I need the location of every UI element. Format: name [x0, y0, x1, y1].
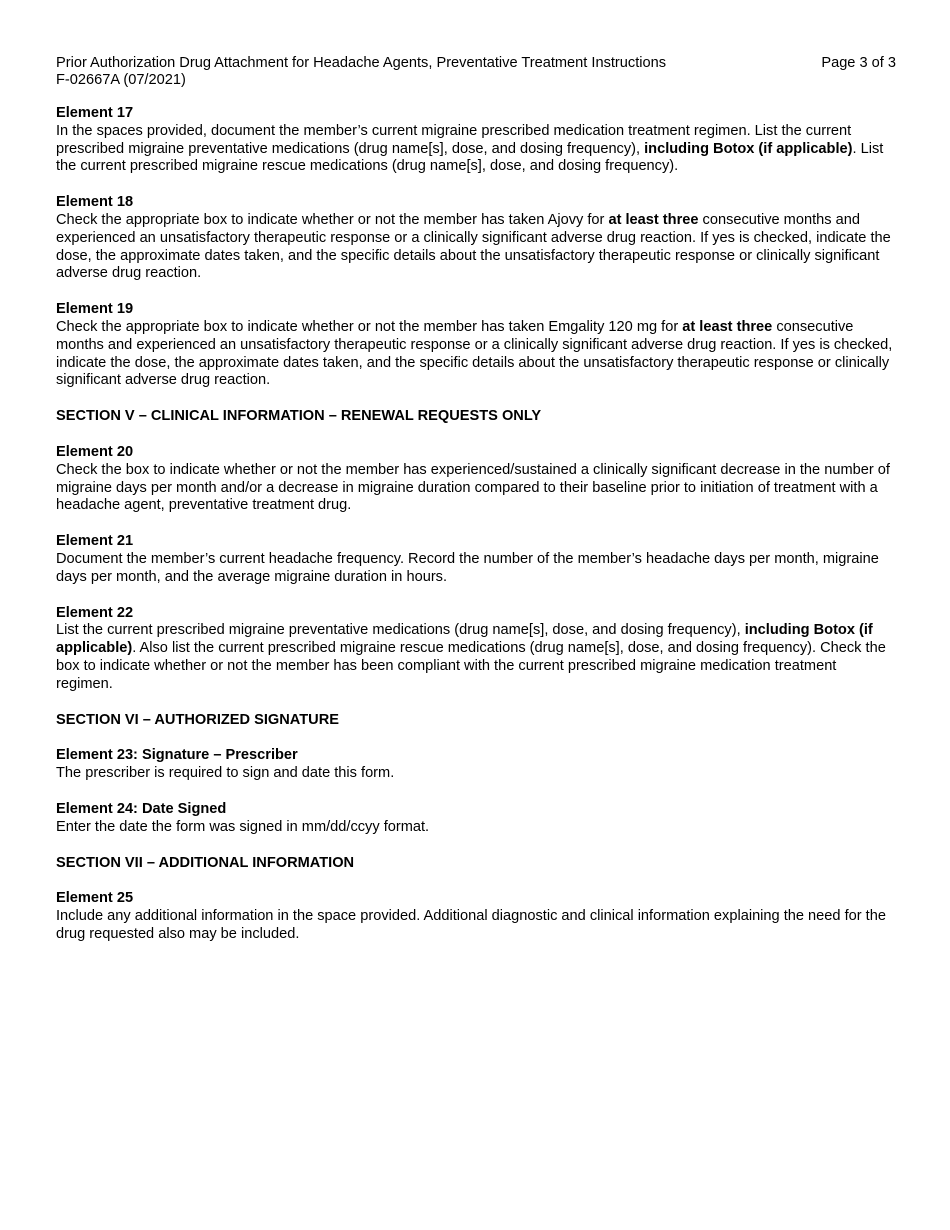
element-18-text — [56, 212, 896, 283]
page-indicator: Page 3 of 3 — [821, 55, 896, 71]
section-vii-title: SECTION VII – ADDITIONAL INFORMATION — [56, 854, 355, 871]
element-21 — [56, 533, 896, 586]
element-22-emphasis: including Botox (if applicable) — [56, 622, 873, 657]
element-20-text: Check the box to indicate whether or not the member has experienced/sustained a clinically significant decrease in the number of migraine days per month and/or a decrease in migraine duration compared to their baseline prior to initiation of treatment with a headache agent, preventative treatment drug. — [56, 461, 890, 514]
element-20 — [56, 444, 896, 515]
element-20-heading: Element 20 — [56, 443, 134, 460]
element-22 — [56, 605, 896, 694]
section-v-title: SECTION V – CLINICAL INFORMATION – RENEWAL REQUESTS ONLY — [56, 408, 542, 425]
element-17-text-part: . List the current prescribed migraine rescue medications (drug name[s], dose, and dosing frequency). — [56, 140, 884, 175]
document-title: Prior Authorization Drug Attachment for Headache Agents, Preventative Treatment Instructions — [56, 55, 667, 71]
form-number: F-02667A (07/2021) — [56, 72, 186, 88]
element-24-text: Enter the date the form was signed in mm/dd/ccyy format. — [56, 818, 430, 835]
element-18-emphasis: at least three — [608, 211, 699, 228]
element-21-text: Document the member’s current headache frequency. Record the number of the member’s headache days per month, migraine days per month, and the average migraine duration in hours. — [56, 550, 879, 585]
element-19-text-part: Check the appropriate box to indicate whether or not the member has taken Emgality 120 mg for — [56, 318, 683, 335]
element-19-text-part: consecutive months and experienced an unsatisfactory therapeutic response or a clinically significant adverse drug reaction. If yes is checked, indicate the dose, the approximate dates taken, and the specific details about the unsatisfactory therapeutic response or clinically significant adverse drug reaction. — [56, 318, 893, 389]
element-19 — [56, 301, 896, 390]
document-page — [56, 55, 896, 962]
element-23-heading: Element 23: Signature – Prescriber — [56, 747, 298, 764]
page-header — [56, 55, 896, 91]
element-22-text — [56, 622, 896, 693]
element-18-text-part: Check the appropriate box to indicate whether or not the member has taken Ajovy for — [56, 211, 609, 228]
element-22-heading: Element 22 — [56, 604, 134, 621]
element-19-text — [56, 319, 896, 390]
section-vi-title: SECTION VI – AUTHORIZED SIGNATURE — [56, 711, 339, 728]
element-18-text-part: consecutive months and experienced an unsatisfactory therapeutic response or a clinically significant adverse drug reaction. If yes is checked, indicate the dose, the approximate dates taken, and the specific details about the unsatisfactory therapeutic response or clinically significant adverse drug reaction. — [56, 211, 891, 282]
element-21-heading: Element 21 — [56, 533, 134, 550]
element-19-heading: Element 19 — [56, 301, 134, 318]
element-22-text-part: List the current prescribed migraine preventative medications (drug name[s], dose, and dosing frequency), — [56, 622, 745, 639]
element-22-text-part: . Also list the current prescribed migraine rescue medications (drug name[s], dose, and dosing frequency). Check the box to indicate whether or not the member has been compliant with the current prescribed migraine medication treatment regimen. — [56, 640, 886, 692]
element-17-text — [56, 123, 896, 176]
element-17-heading: Element 17 — [56, 105, 134, 121]
element-25-text: Include any additional information in the space provided. Additional diagnostic and clinical information explaining the need for the drug requested also may be included. — [56, 908, 886, 942]
element-24-heading: Element 24: Date Signed — [56, 800, 227, 817]
element-18-heading: Element 18 — [56, 194, 134, 211]
element-24 — [56, 801, 896, 837]
element-23-text: The prescriber is required to sign and date this form. — [56, 765, 395, 782]
element-19-emphasis: at least three — [682, 318, 773, 335]
element-25 — [56, 890, 896, 943]
element-17-emphasis: including Botox (if applicable) — [644, 140, 853, 157]
element-17-text-part: In the spaces provided, document the member’s current migraine prescribed medication treatment regimen. List the current prescribed migraine preventative medications (drug name[s], dose, and dosing frequency), — [56, 122, 852, 157]
element-18 — [56, 194, 896, 283]
element-25-heading: Element 25 — [56, 890, 134, 907]
element-23 — [56, 747, 896, 783]
element-17 — [56, 105, 896, 176]
